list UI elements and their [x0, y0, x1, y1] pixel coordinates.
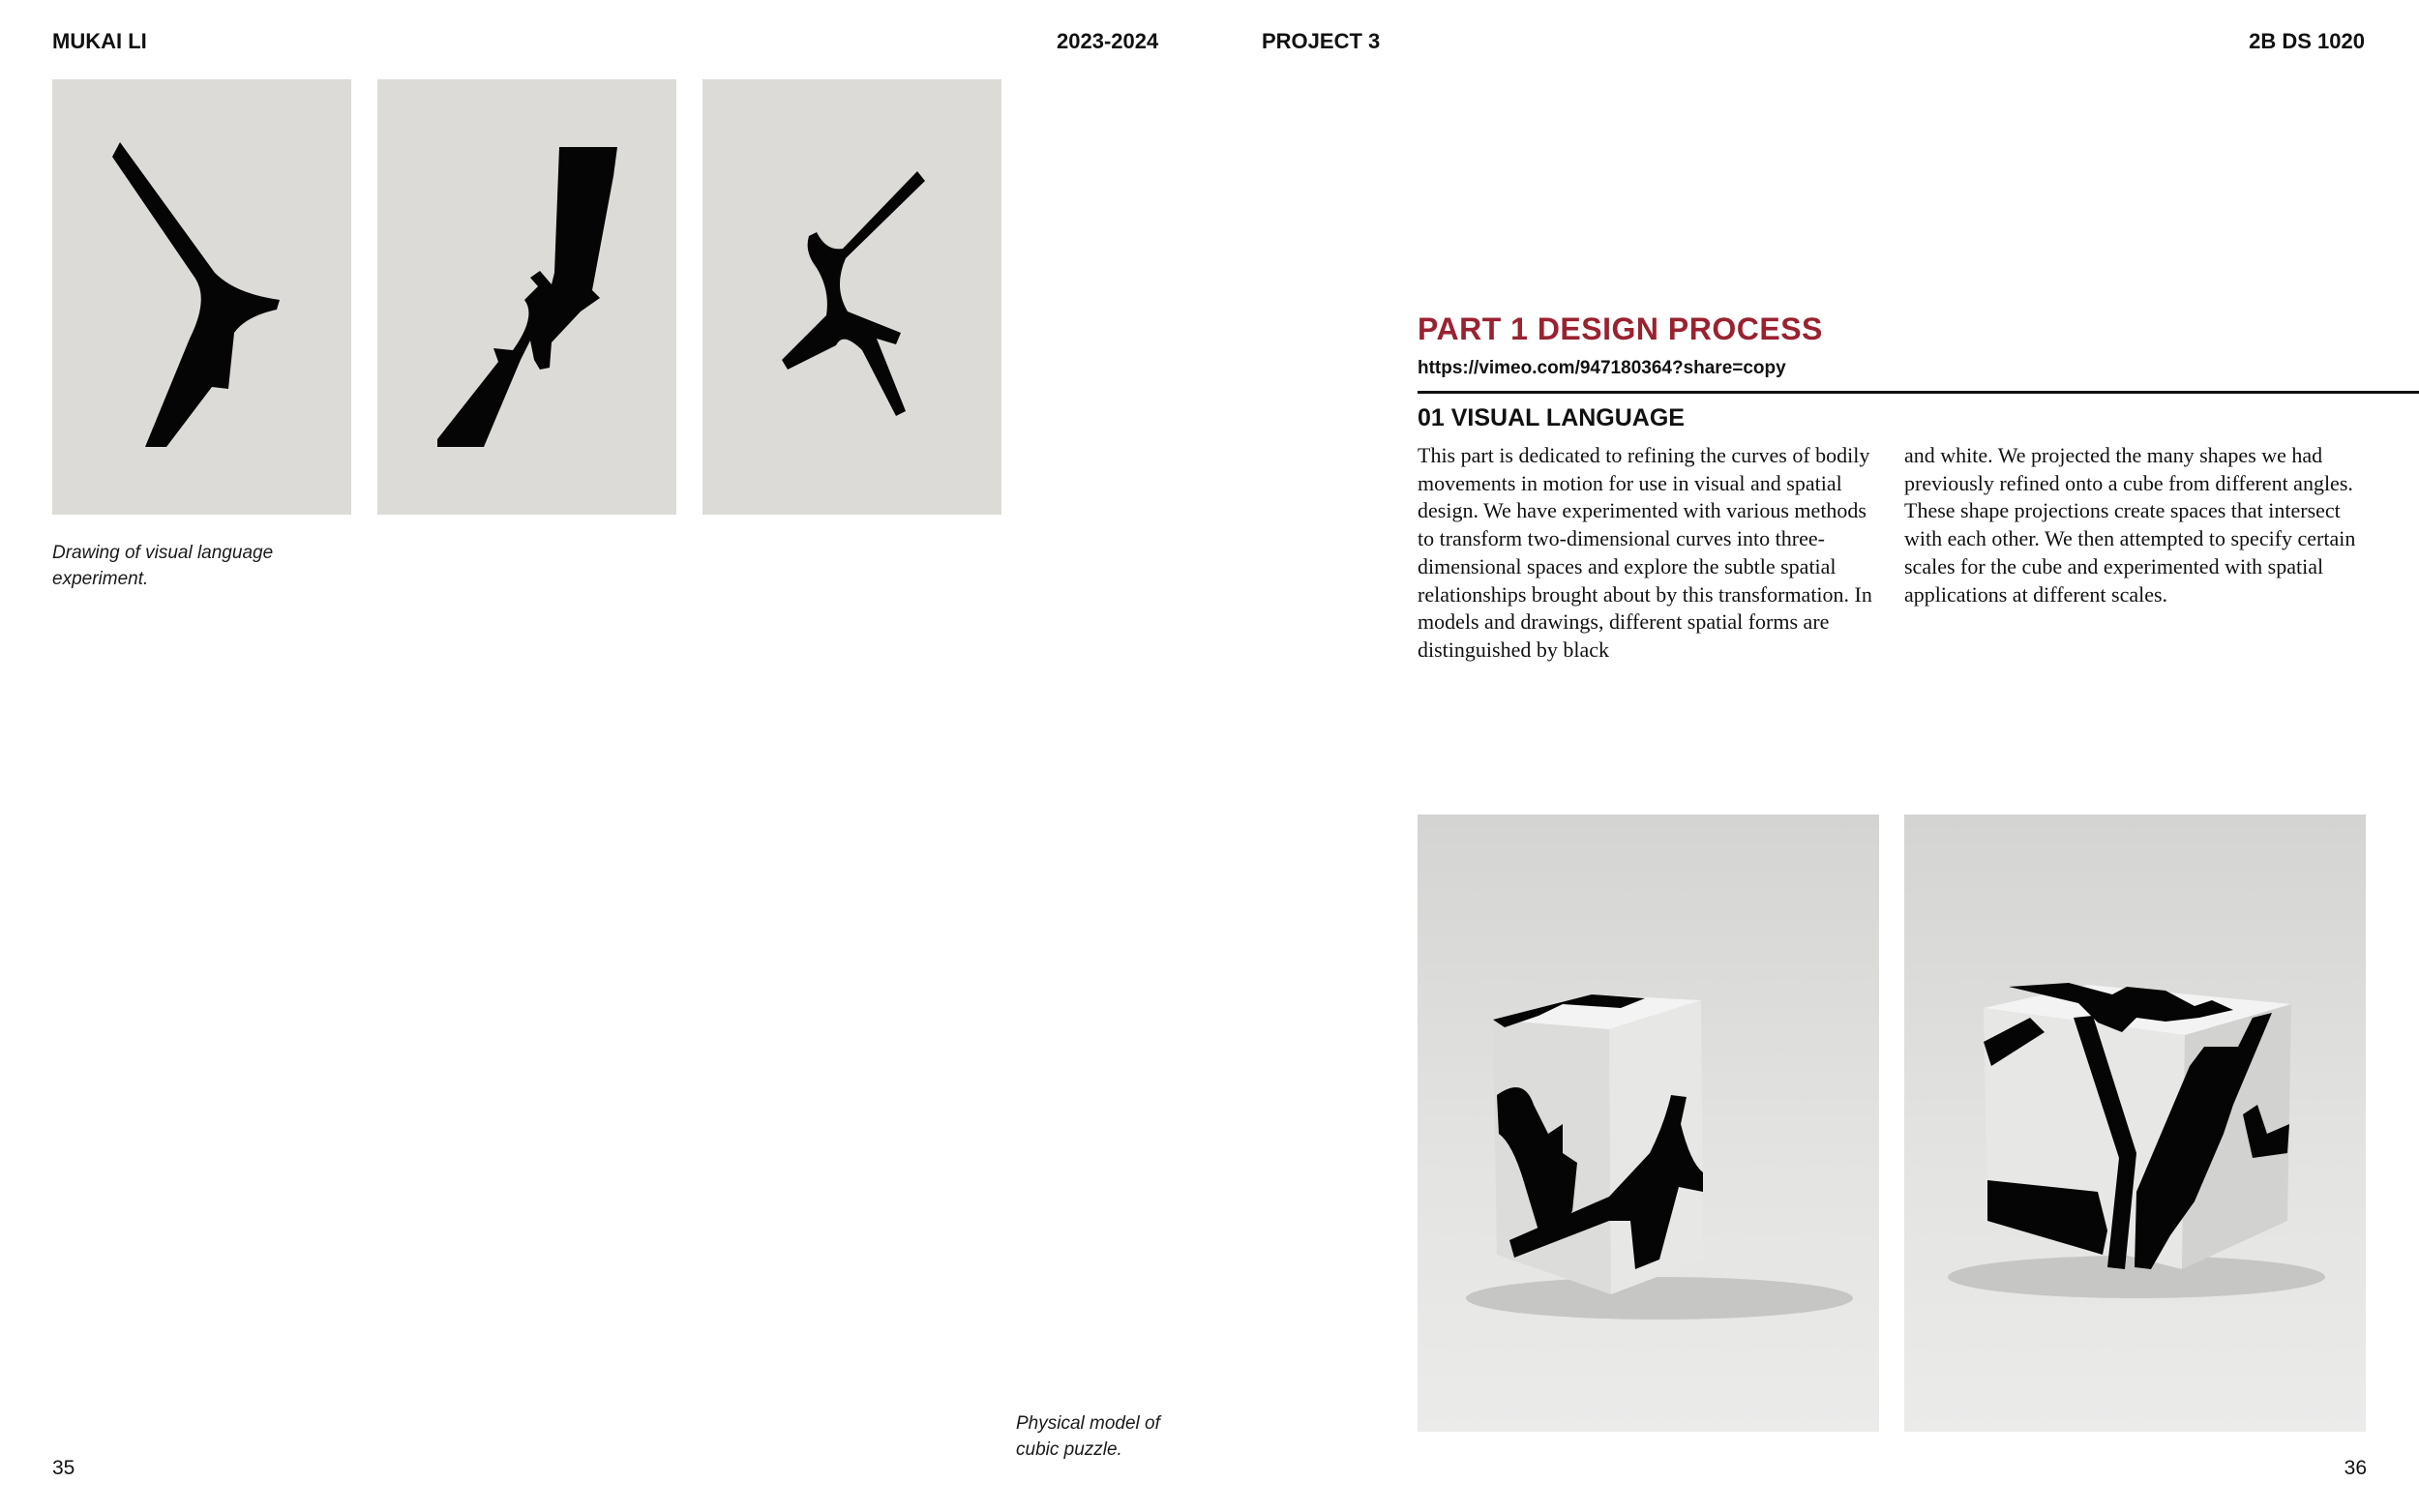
drawing-panel-3 [702, 79, 1001, 515]
page-number-left: 35 [52, 1457, 75, 1479]
cube-photo-1 [1418, 815, 1879, 1432]
drawing-shape-2 [377, 79, 676, 515]
cube-model-2 [1904, 815, 2366, 1432]
page-number-right: 36 [2344, 1457, 2367, 1479]
section-divider [1418, 391, 2419, 394]
body-text-column-2: and white. We projected the many shapes we had previously refined onto a cube from different angles. These shape projections create spaces that intersect with each other. We then attempted to specify certain scales for the cube and experimented with spatial applications at different scales. [1904, 443, 2356, 607]
cube-photo-2 [1904, 815, 2366, 1432]
drawings-caption: Drawing of visual language experiment. [52, 543, 274, 589]
drawing-panel-1 [52, 79, 351, 515]
project-label: PROJECT 3 [1262, 29, 1381, 53]
course-label: 2B DS 1020 [2249, 29, 2365, 53]
model-caption: Physical model of cubic puzzle. [1016, 1413, 1160, 1460]
author-name: MUKAI LI [52, 29, 147, 53]
drawing-shape-3 [702, 79, 1001, 515]
section-title: 01 VISUAL LANGUAGE [1418, 404, 1685, 431]
video-link[interactable]: https://vimeo.com/947180364?share=copy [1418, 358, 1786, 378]
part-title: PART 1 DESIGN PROCESS [1418, 311, 1823, 346]
body-text-column-1: This part is dedicated to refining the curves of bodily movements in motion for use in visual and spatial design. We have experimented with various methods to transform two-dimensional curves into three-dimensional spaces and explore the subtle spatial relationships brought about by this transformation. In models and drawings, different spatial forms are distinguished by black [1418, 443, 1872, 662]
year-label: 2023-2024 [1057, 29, 1159, 53]
cube-model-1 [1418, 815, 1879, 1432]
drawing-panel-2 [377, 79, 676, 515]
drawing-shape-1 [52, 79, 351, 515]
